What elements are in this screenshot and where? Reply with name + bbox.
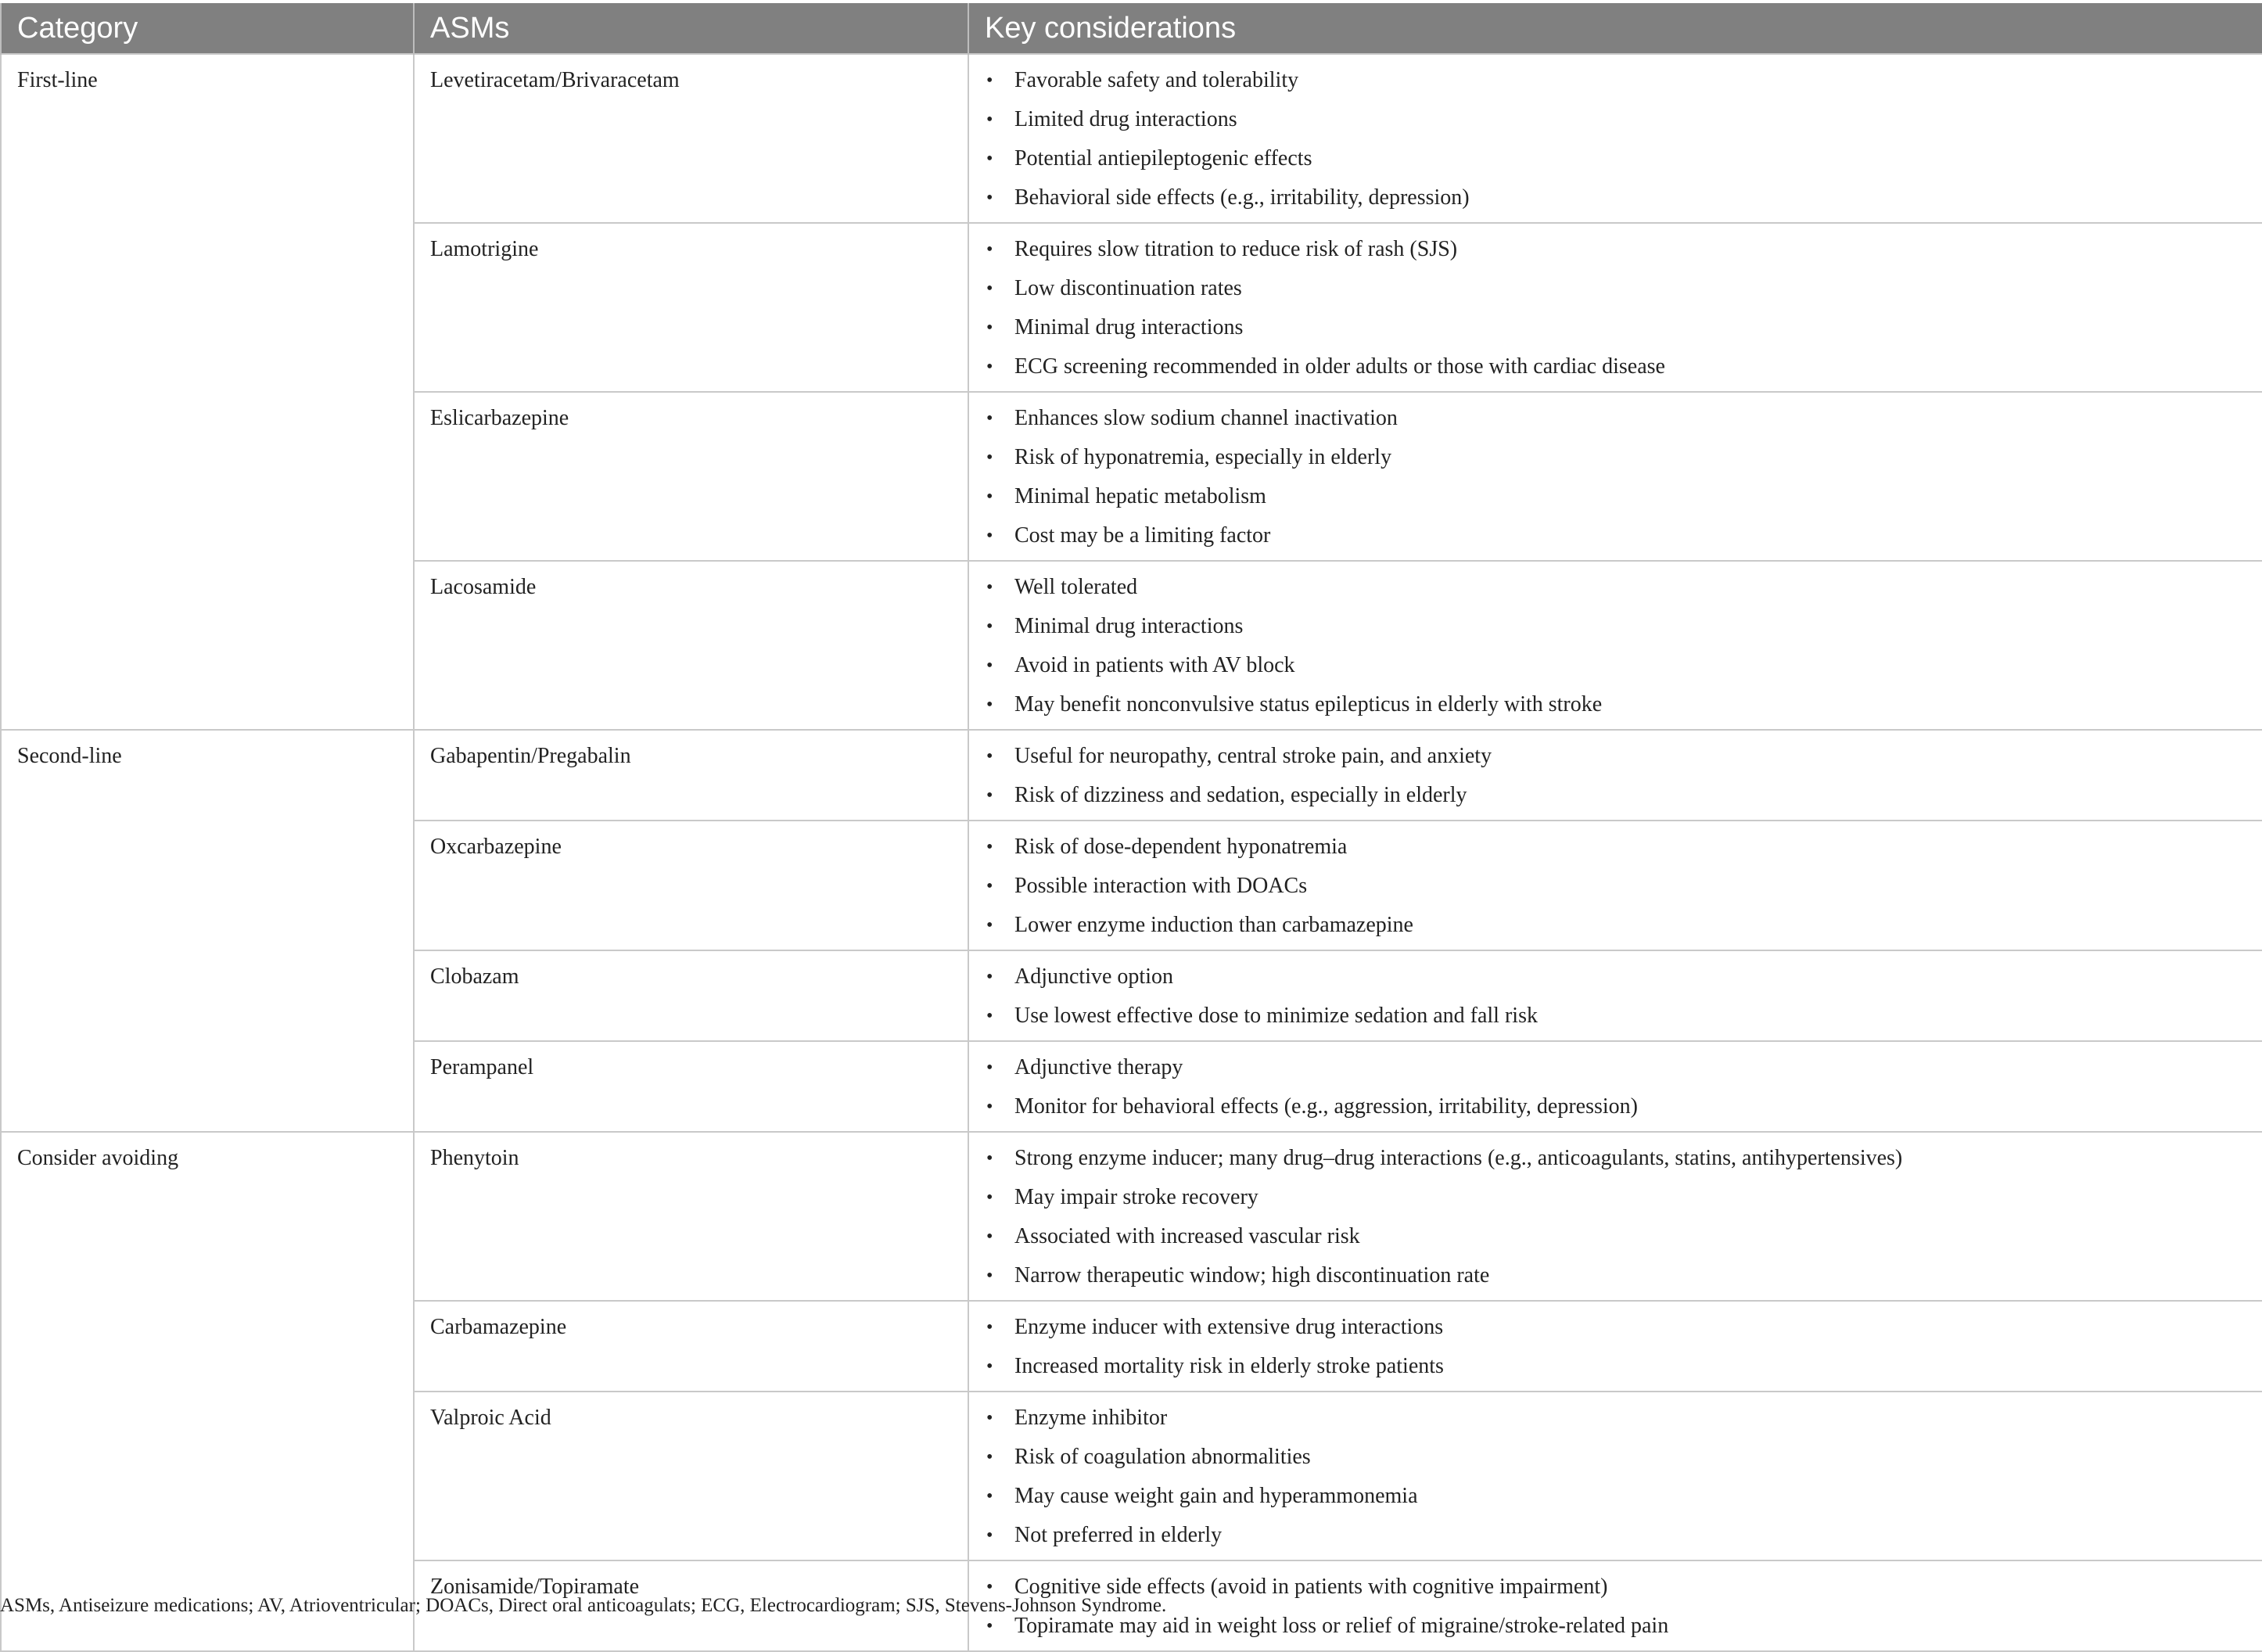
consideration-item: • Monitor for behavioral effects (e.g., aggression, irritability, depression): [985, 1087, 2254, 1126]
consideration-item: • Lower enzyme induction than carbamazepine: [985, 906, 2254, 945]
consideration-item: • Adjunctive option: [985, 957, 2254, 997]
consideration-item: • Increased mortality risk in elderly stroke patients: [985, 1347, 2254, 1386]
considerations-list: [985, 230, 2254, 386]
asm-name-cell: Perampanel: [414, 1041, 968, 1132]
header-row: [1, 3, 2262, 54]
consideration-item: • Enhances slow sodium channel inactivation: [985, 399, 2254, 438]
asm-name-cell: Lamotrigine: [414, 223, 968, 392]
table-header: [1, 3, 2262, 54]
consideration-item: • Requires slow titration to reduce risk of rash (SJS): [985, 230, 2254, 269]
considerations-list: [985, 61, 2254, 217]
considerations-list: [985, 957, 2254, 1036]
consideration-item: • May cause weight gain and hyperammonemia: [985, 1477, 2254, 1516]
asm-name-cell: Carbamazepine: [414, 1301, 968, 1392]
consideration-item: • Well tolerated: [985, 568, 2254, 607]
considerations-list: [985, 1568, 2254, 1646]
considerations-list: [985, 1048, 2254, 1126]
header-category: Category: [1, 3, 414, 54]
consideration-item: • Minimal drug interactions: [985, 308, 2254, 347]
consideration-item: • ECG screening recommended in older adults or those with cardiac disease: [985, 347, 2254, 386]
considerations-cell: [968, 54, 2262, 223]
asm-name-cell: Levetiracetam/Brivaracetam: [414, 54, 968, 223]
considerations-cell: [968, 1041, 2262, 1132]
consideration-item: • Topiramate may aid in weight loss or relief of migraine/stroke-related pain: [985, 1607, 2254, 1646]
consideration-item: • Favorable safety and tolerability: [985, 61, 2254, 100]
consideration-item: • Risk of dizziness and sedation, especially in elderly: [985, 776, 2254, 815]
consideration-item: • Associated with increased vascular risk: [985, 1217, 2254, 1256]
consideration-item: • Enzyme inhibitor: [985, 1399, 2254, 1438]
category-cell: Second-line: [1, 730, 414, 1132]
consideration-item: • Low discontinuation rates: [985, 269, 2254, 308]
consideration-item: • Minimal drug interactions: [985, 607, 2254, 646]
consideration-item: • Useful for neuropathy, central stroke pain, and anxiety: [985, 737, 2254, 776]
consideration-item: • Potential antiepileptogenic effects: [985, 139, 2254, 178]
consideration-item: • Risk of coagulation abnormalities: [985, 1438, 2254, 1477]
consideration-item: • Behavioral side effects (e.g., irritability, depression): [985, 178, 2254, 217]
considerations-list: [985, 1139, 2254, 1295]
asm-name-cell: Gabapentin/Pregabalin: [414, 730, 968, 821]
asm-name-cell: Lacosamide: [414, 561, 968, 730]
consideration-item: • Use lowest effective dose to minimize sedation and fall risk: [985, 997, 2254, 1036]
considerations-list: [985, 737, 2254, 815]
considerations-list: [985, 1399, 2254, 1555]
asm-name-cell: Oxcarbazepine: [414, 821, 968, 950]
consideration-item: • Limited drug interactions: [985, 100, 2254, 139]
considerations-cell: [968, 950, 2262, 1041]
consideration-item: • Cognitive side effects (avoid in patients with cognitive impairment): [985, 1568, 2254, 1607]
consideration-item: • May impair stroke recovery: [985, 1178, 2254, 1217]
considerations-list: [985, 399, 2254, 555]
table-row: [1, 54, 2262, 223]
asm-name-cell: Phenytoin: [414, 1132, 968, 1301]
considerations-cell: [968, 223, 2262, 392]
consideration-item: • Adjunctive therapy: [985, 1048, 2254, 1087]
category-cell: Consider avoiding: [1, 1132, 414, 1651]
consideration-item: • Enzyme inducer with extensive drug interactions: [985, 1308, 2254, 1347]
table-row: [1, 1132, 2262, 1301]
asm-name-cell: Valproic Acid: [414, 1392, 968, 1560]
consideration-item: • Risk of hyponatremia, especially in elderly: [985, 438, 2254, 477]
considerations-list: [985, 1308, 2254, 1386]
header-key-considerations: Key considerations: [968, 3, 2262, 54]
consideration-item: • May benefit nonconvulsive status epilepticus in elderly with stroke: [985, 685, 2254, 724]
considerations-cell: [968, 730, 2262, 821]
considerations-cell: [968, 1392, 2262, 1560]
table-row: [1, 730, 2262, 821]
asm-name-cell: Zonisamide/Topiramate: [414, 1560, 968, 1651]
considerations-cell: [968, 392, 2262, 561]
consideration-item: • Not preferred in elderly: [985, 1516, 2254, 1555]
consideration-item: • Strong enzyme inducer; many drug–drug interactions (e.g., anticoagulants, statins, antihypertensives): [985, 1139, 2254, 1178]
considerations-cell: [968, 561, 2262, 730]
consideration-item: • Cost may be a limiting factor: [985, 516, 2254, 555]
considerations-cell: [968, 1132, 2262, 1301]
considerations-cell: [968, 1301, 2262, 1392]
considerations-cell: [968, 821, 2262, 950]
consideration-item: • Avoid in patients with AV block: [985, 646, 2254, 685]
asm-table: [0, 3, 2262, 1652]
consideration-item: • Possible interaction with DOACs: [985, 867, 2254, 906]
category-cell: First-line: [1, 54, 414, 730]
consideration-item: • Narrow therapeutic window; high discontinuation rate: [985, 1256, 2254, 1295]
asm-name-cell: Clobazam: [414, 950, 968, 1041]
consideration-item: • Risk of dose-dependent hyponatremia: [985, 828, 2254, 867]
header-asms: ASMs: [414, 3, 968, 54]
consideration-item: • Minimal hepatic metabolism: [985, 477, 2254, 516]
considerations-list: [985, 568, 2254, 724]
considerations-list: [985, 828, 2254, 945]
table-footnote: ASMs, Antiseizure medications; AV, Atrioventricular; DOACs, Direct oral anticoagulats; ECG, Electrocardiogram; SJS, Stevens-Johnson Syndrome.: [0, 1595, 1167, 1616]
table-body: [1, 54, 2262, 1651]
asm-name-cell: Eslicarbazepine: [414, 392, 968, 561]
